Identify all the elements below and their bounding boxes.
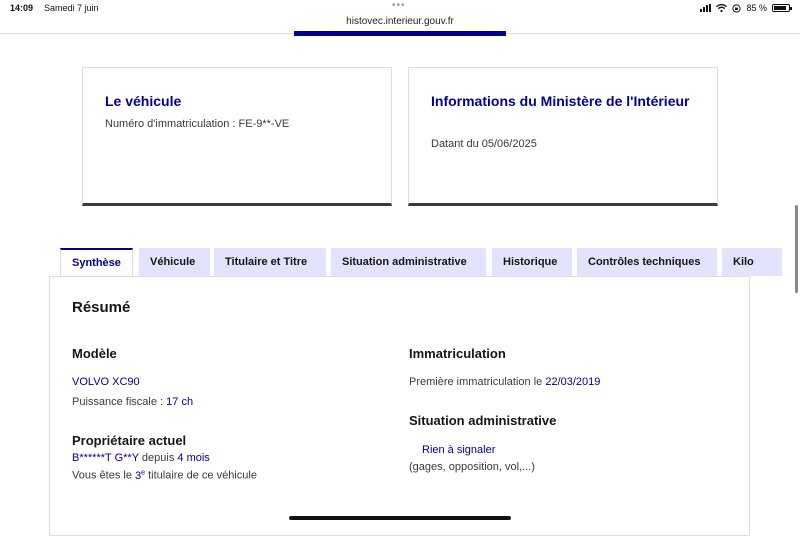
tab-titulaire-titre[interactable]: Titulaire et Titre: [214, 248, 326, 276]
owner-rank-number: [135, 470, 145, 482]
admin-status-link[interactable]: Rien à signaler: [422, 444, 496, 456]
status-bar: [0, 0, 800, 34]
admin-status-details: (gages, opposition, vol,...): [409, 461, 535, 473]
first-registration: [409, 376, 600, 388]
owner-rank: [72, 469, 257, 482]
tab-synthese[interactable]: Synthèse: [60, 248, 133, 278]
ministry-card: [408, 67, 718, 206]
header-accent-bar: [294, 31, 506, 36]
wifi-icon: [716, 4, 727, 12]
battery-percent: 85 %: [746, 3, 767, 13]
signal-icon: [700, 4, 711, 12]
address-bar[interactable]: histovec.interieur.gouv.fr: [346, 16, 454, 27]
summary-heading: Résumé: [72, 299, 131, 316]
ministry-card-title: Informations du Ministère de l'Intérieur: [431, 93, 690, 109]
tab-situation-administrative[interactable]: Situation administrative: [331, 248, 486, 276]
model-heading: Modèle: [72, 346, 117, 361]
status-indicators: [700, 3, 790, 13]
home-indicator[interactable]: [289, 516, 511, 520]
model-name-value: VOLVO XC90: [72, 376, 140, 388]
orientation-lock-icon: [732, 4, 741, 13]
owner-name: B******T G**Y: [72, 452, 139, 464]
vehicle-card-title: Le véhicule: [105, 93, 182, 109]
owner-heading: Propriétaire actuel: [72, 433, 187, 448]
plate-number: Numéro d'immatriculation : FE-9**-VE: [105, 118, 290, 130]
fiscal-power-value: 17 ch: [166, 396, 194, 408]
owner-since-value: 4 mois: [177, 452, 210, 464]
first-registration-label: Première immatriculation le: [409, 376, 543, 388]
admin-situation-heading: Situation administrative: [409, 413, 557, 428]
status-time: 14:09: [10, 3, 34, 13]
page-scrollbar[interactable]: [795, 205, 798, 293]
tab-historique[interactable]: Historique: [492, 248, 572, 276]
model-name: [72, 376, 140, 388]
battery-icon: [772, 4, 790, 12]
registration-heading: Immatriculation: [409, 346, 506, 361]
owner-rank-digit: 3: [135, 469, 142, 482]
tab-kilometrage[interactable]: Kilo: [722, 248, 782, 276]
multitask-dots-icon[interactable]: •••: [392, 0, 406, 11]
data-date: Datant du 05/06/2025: [431, 138, 537, 150]
status-date: Samedi 7 juin: [44, 3, 99, 13]
vehicle-card: [82, 67, 392, 206]
first-registration-date: 22/03/2019: [545, 376, 601, 388]
owner-rank-suffix: titulaire de ce véhicule: [148, 469, 257, 482]
owner-rank-sup: e: [141, 469, 146, 476]
fiscal-power-label: Puissance fiscale :: [72, 396, 164, 408]
tab-vehicule[interactable]: Véhicule: [139, 248, 210, 276]
owner-since-label: depuis: [141, 452, 175, 464]
tab-controles-techniques[interactable]: Contrôles techniques: [577, 248, 717, 276]
fiscal-power: [72, 396, 193, 408]
tab-bar: [60, 248, 754, 278]
owner-rank-prefix: Vous êtes le: [72, 469, 132, 482]
owner-line: [72, 452, 210, 464]
